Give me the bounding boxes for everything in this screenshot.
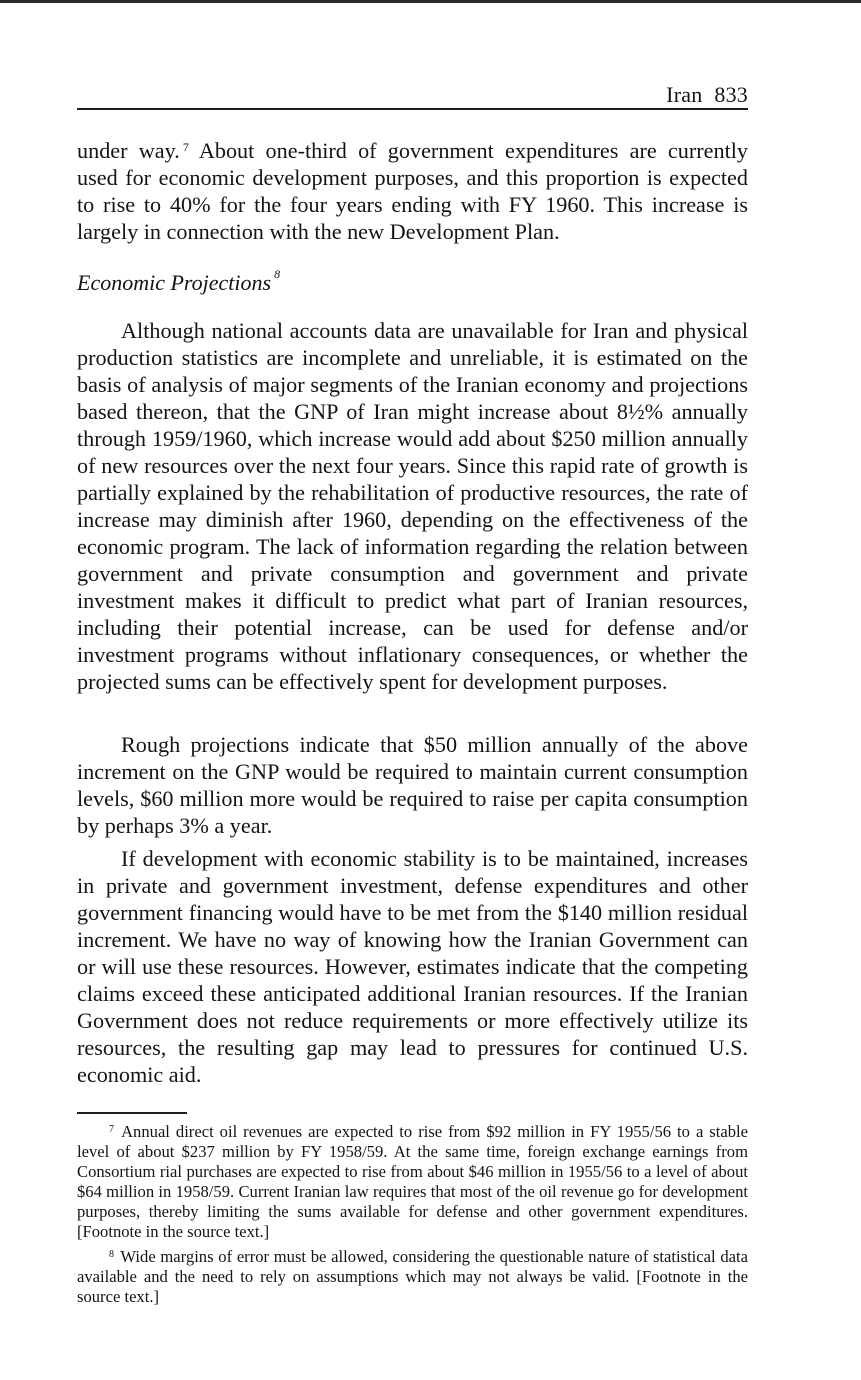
footnote: [77, 1247, 748, 1307]
running-head-title: Iran: [666, 82, 703, 107]
paragraph-text: Although national accounts data are unavailable for Iran and physical production statistics are incomplete and unreliable, it is estimated on the basis of analysis of major segments of the Iranian economy and projections based thereon, that the GNP of Iran might increase about 8½% annually through 1959/1960, which increase would add about $250 million annually of new resources over the next four years. Since this rapid rate of growth is partially explained by the rehabilitation of productive resources, the rate of increase may diminish after 1960, depending on the effectiveness of the economic program. The lack of information regarding the relation between government and private consumption and government and private investment makes it difficult to predict what part of Iranian resources, including their potential increase, can be used for defense and/or investment programs without inflationary consequences, or whether the projected sums can be effectively spent for development purposes.: [77, 318, 748, 694]
footnote-mark: 8: [109, 1249, 114, 1260]
page-number: 833: [714, 82, 748, 107]
footnotes: [77, 1122, 748, 1307]
page-top-edge: [0, 0, 861, 3]
footnote-reference: 8: [274, 267, 281, 281]
paragraph-gnp-estimate: [77, 317, 748, 695]
footnote-text: Annual direct oil revenues are expected to rise from $92 million in FY 1955/56 to a stable level of about $237 million by FY 1958/59. At the same time, foreign exchange earnings from Consortium rial purchases are expected to rise from about $46 million in 1955/56 to a level of about $64 million in 1958/59. Current Iranian law requires that most of the oil revenue go for development purposes, thereby limiting the sums available for defense and other government expenditures. [Footnote in the source text.]: [77, 1122, 748, 1241]
running-head: [666, 82, 748, 108]
footnote: [77, 1122, 748, 1242]
footnote-mark: 7: [109, 1124, 114, 1135]
paragraph-text: under way.: [77, 138, 180, 163]
paragraph-rough-projections: [77, 731, 748, 839]
paragraph-continuation: [77, 137, 748, 245]
header-rule: [77, 108, 748, 110]
footnote-text: Wide margins of error must be allowed, considering the questionable nature of statistical data available and the need to rely on assumptions which may not always be valid. [Footnote in the source text.]: [77, 1247, 748, 1306]
footnote-reference: 7: [182, 140, 189, 154]
section-heading-text: Economic Projections: [77, 270, 272, 295]
paragraph-economic-stability: [77, 845, 748, 1088]
footnote-rule: [77, 1112, 187, 1114]
paragraph-text: About one-third of government expenditures are currently used for economic development purposes, and this proportion is expected to rise to 40% for the four years ending with FY 1960. This increase is largely in connection with the new Development Plan.: [77, 138, 749, 244]
section-heading: [77, 267, 281, 296]
paragraph-text: If development with economic stability is to be maintained, increases in private and government investment, defense expenditures and other government financing would have to be met from the $140 million residual increment. We have no way of knowing how the Iranian Government can or will use these resources. However, estimates indicate that the competing claims exceed these anticipated additional Iranian resources. If the Iranian Government does not reduce requirements or more effectively utilize its resources, the resulting gap may lead to pressures for continued U.S. economic aid.: [77, 846, 748, 1087]
paragraph-text: Rough projections indicate that $50 million annually of the above increment on the GNP would be required to maintain current consumption levels, $60 million more would be required to raise per capita consumption by perhaps 3% a year.: [77, 732, 748, 838]
